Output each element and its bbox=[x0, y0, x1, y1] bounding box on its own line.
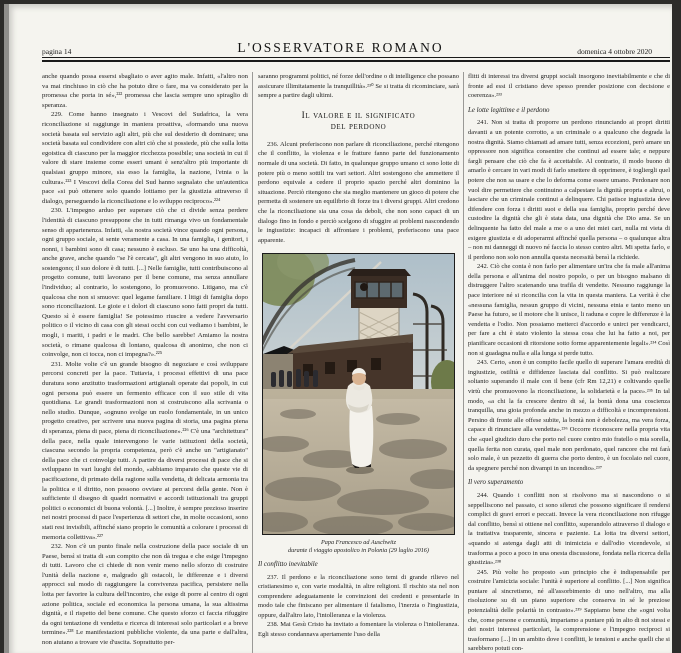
newspaper-page bbox=[9, 4, 672, 653]
subheading-lotte-legittime: Le lotte legittime e il perdono bbox=[468, 106, 550, 114]
subheading-vero-superamento: Il vero superamento bbox=[468, 479, 524, 487]
scan-edge-left bbox=[0, 0, 4, 653]
paragraph-230: 230. L'impegno arduo per superare ciò che ci divide senza perdere l'identità di ciascuno presuppone che in tutti rimanga vivo un fondamentale senso di appartenenza. Infatti, «la nostra società vince quando ogni persona, ogni gruppo sociale, si sente veramente a casa. In una famiglia, i genitori, i nonni, i bambini sono di casa; nessuno è escluso. Se uno ha una difficoltà, anche grave, anche quando "se l'è cercata", gli altri vengono in suo aiuto, lo sostengono; il suo dolore è di tutti. [...] Nelle famiglie, tutti contribuiscono al progetto comune, tutti lavorano per il bene comune, ma senza annullare l'individuo; al contrario, lo sostengono, lo promuovono. Litigano, ma c'è qualcosa che non si smuove: quel legame familiare. I litigi di famiglia dopo sono riconciliazioni. Le gioie e i dolori di ciascuno sono fatti propri da tutti. Questo sì è essere famiglia! Se potessimo riuscire a vedere l'avversario politico o il vicino di casa con gli stessi occhi con cui vediamo i bambini, le mogli, i mariti, i padri e le madri. Che bello sarebbe! Amiamo la nostra società, o rimane qualcosa di lontano, qualcosa di anonimo, che non ci coinvolge, non ci tocca, non ci impegna?».²²⁵ bbox=[42, 207, 248, 359]
column-middle bbox=[258, 72, 459, 653]
photo-illustration bbox=[263, 254, 454, 534]
paragraph-235-continued: saranno programmi politici, né forze dell'ordine o di intelligence che possano assicurare illimitatamente la tranquillità».²³⁰ Se si tratta di ricominciare, sarà sempre a partire dagli ultimi. bbox=[258, 73, 459, 100]
paragraph-231: 231. Molte volte c'è un grande bisogno di negoziare e così sviluppare percorsi concreti per la pace. Tuttavia, i processi effettivi di una pace duratura sono anzitutto trasformazioni artigianali operate dai popoli, in cui ogni persona può essere un fermento efficace con il suo stile di vita quotidiana. Le grandi trasformazioni non si costruiscono alla scrivania o nello studio. Dunque, «ognuno svolge un ruolo fondamentale, in un unico progetto creativo, per scrivere una nuova pagina di storia, una pagina piena di speranza, piena di pace, piena di riconciliazione».²²⁶ C'è una "architettura" della pace, nella quale intervengono le varie istituzioni della società, ciascuna secondo la propria competenza, però c'è anche un "artigianato" della pace che ci coinvolge tutti. A partire da diversi processi di pace che si sviluppano in vari luoghi del mondo, «abbiamo imparato che queste vie di pacificazione, di primato della ragione sulla vendetta, di delicata armonia tra la politica e il diritto, non possono ovviare ai percorsi della gente. Non è sufficiente il disegno di quadri normativi e accordi istituzionali tra gruppi politici o economici di buona volontà. [...] Inoltre, è sempre prezioso inserire nei nostri processi di pace l'esperienza di settori che, in molte occasioni, sono stati resi invisibili, affinché siano proprio le comunità a colorare i processi di memoria collettiva».²²⁷ bbox=[42, 360, 248, 541]
column-left bbox=[42, 72, 248, 653]
header-rule-thin bbox=[42, 57, 670, 58]
paragraph-238: 238. Mai Gesù Cristo ha invitato a fomentare la violenza o l'intolleranza. Egli stesso condannava apertamente l'uso della bbox=[258, 621, 459, 639]
section-heading: Il valore e il significato del perdono bbox=[301, 110, 416, 132]
edition-date: domenica 4 ottobre 2020 bbox=[577, 47, 652, 56]
page-number: pagina 14 bbox=[42, 47, 72, 56]
paragraph-242: 242. Ciò che conta è non farlo per alimentare un'ira che fa male all'anima della persona e all'anima del nostro popolo, o per un bisogno malsano di distruggere l'altro scatenando una trafila di vendette. Nessuno raggiunge la pace interiore né si riconcilia con la vita in questa maniera. La verità è che «nessuna famiglia, nessun gruppo di vicini, nessuna etnia e tanto meno un Paese ha futuro, se il motore che li unisce, li raduna e copre le differenze è la vendetta e l'odio. Non possiamo metterci d'accordo e unirci per vendicarci, per fare a chi è stato violento la stessa cosa che lui ha fatto a noi, per pianificare occasioni di ritorsione sotto forme apparentemente legali».²³⁴ Così non si guadagna nulla e alla lunga si perde tutto. bbox=[468, 263, 670, 357]
paragraph-241: 241. Non si tratta di proporre un perdono rinunciando ai propri diritti davanti a un potente corrotto, a un criminale o a qualcuno che degrada la nostra dignità. Siamo chiamati ad amare tutti, senza eccezioni, però amare un oppressore non significa consentire che continui ad essere tale; e neppure fargli pensare che ciò che fa è accettabile. Al contrario, il modo buono di amarlo è cercare in vari modi di farlo smettere di opprimere, è togliergli quel potere che non sa usare e che lo deforma come essere umano. Perdonare non vuol dire permettere che continuino a calpestare la dignità propria e altrui, o lasciare che un criminale continui a delinquere. Chi patisce ingiustizia deve difendere con forza i diritti suoi e della sua famiglia, proprio perché deve custodire la dignità che gli è stata data, una dignità che Dio ama. Se un delinquente ha fatto del male a me o a uno dei miei cari, nulla mi vieta di esigere giustizia e di adoperarmi affinché quella persona – o qualunque altra – non mi danneggi di nuovo né faccia lo stesso contro altri. Mi spetta farlo, e il perdono non solo non annulla questa necessità bensì la richiede. bbox=[468, 119, 670, 261]
paragraph-244: 244. Quando i conflitti non si risolvono ma si nascondono o si seppelliscono nel passato, ci sono silenzi che possono significare il rendersi complici di gravi errori e peccati. Invece la vera riconciliazione non rifugge dal conflitto, bensì si ottiene nel conflitto, superandolo attraverso il dialogo e la trattativa trasparente, sincera e paziente. La lotta tra diversi settori, «quando si astenga dagli atti di inimicizia e dall'odio vicendevole, si trasforma a poco a poco in una onesta discussione, fondata nella ricerca della giustizia».²³⁸ bbox=[468, 491, 670, 567]
photo-caption: Papa Francesco ad Auschwitz durante il viaggio apostolico in Polonia (29 luglio 2016) bbox=[288, 539, 429, 555]
scan-edge-right bbox=[672, 0, 681, 653]
paragraph-228-continued: anche quando possa essersi sbagliato o aver agito male. Infatti, «l'altro non va mai rinchiuso in ciò che ha potuto dire o fare, ma va considerato per la promessa che porta in sé»,²²² promessa che lascia sempre uno spiraglio di speranza. bbox=[42, 73, 248, 109]
paragraph-229: 229. Come hanno insegnato i Vescovi del Sudafrica, la vera riconciliazione si raggiunge in maniera proattiva, «formando una nuova società basata sul servizio agli altri, più che sul desiderio di dominare; una società basata sul condividere con altri ciò che si possiede, più che sulla lotta egoistica di ciascuno per la maggior ricchezza possibile; una società in cui il valore di stare insieme come esseri umani è senz'altro più importante di qualsiasi gruppo minore, sia esso la famiglia, la nazione, l'etnia o la cultura».²²³ I Vescovi della Corea del Sud hanno segnalato che un'autentica pace «si può ottenere solo quando lottiamo per la giustizia attraverso il dialogo, perseguendo la riconciliazione e lo sviluppo reciproco».²²⁴ bbox=[42, 111, 248, 205]
scan-edge-top bbox=[0, 0, 681, 4]
masthead-title: L'OSSERVATORE ROMANO bbox=[237, 40, 444, 55]
header-rule-thick bbox=[42, 60, 670, 62]
column-divider-1 bbox=[252, 72, 253, 653]
photo-pope-auschwitz bbox=[262, 253, 455, 555]
paragraph-245: 245. Più volte ho proposto «un principio che è indispensabile per costruire l'amicizia sociale: l'unità è superiore al conflitto. [...] Non significa puntare al sincretismo, né all'assorbimento di uno nell'altro, ma alla risoluzione su di un piano superiore che conserva in sé le preziose potenzialità delle polarità in contrasto».²³⁹ Sappiamo bene che «ogni volta che, come persone e comunità, impariamo a puntare più in alto di noi stessi e dei nostri interessi particolari, la comprensione e l'impegno reciproci si trasformano [...] in un ambito dove i conflitti, le tensioni e anche quelli che si sarebbero potuti con- bbox=[468, 568, 670, 653]
column-divider-2 bbox=[463, 72, 464, 653]
paragraph-236: 236. Alcuni preferiscono non parlare di riconciliazione, perché ritengono che il conflitto, la violenza e le fratture fanno parte del funzionamento normale di una società. Di fatto, in qualunque gruppo umano ci sono lotte di potere più o meno sottili tra vari settori. Altri sostengono che ammettere il perdono equivale a cedere il proprio spazio perché altri dominino la situazione. Perciò ritengono che sia meglio mantenere un gioco di potere che permetta di sostenere un equilibrio di forze tra i diversi gruppi. Altri credono che la riconciliazione sia una cosa da deboli, che non sono capaci di un dialogo fino in fondo e perciò scelgono di sfuggire ai problemi nascondendo le ingiustizie: incapaci di affrontare i problemi, preferiscono una pace apparente. bbox=[258, 140, 459, 244]
column-right bbox=[468, 72, 670, 653]
paragraph-240-continued: flitti di interessi tra diversi gruppi sociali insorgono inevitabilmente e che di fronte ad essi il cristiano deve spesso prender posizione con decisione e coerenza».²³³ bbox=[468, 73, 670, 100]
paragraph-232: 232. Non c'è un punto finale nella costruzione della pace sociale di un Paese, bensì si tratta di «un compito che non dà tregua e che esige l'impegno di tutti. Lavoro che ci chiede di non venir meno nello sforzo di costruire l'unità della nazione e, malgrado gli ostacoli, le differenze e i diversi approcci sul modo di raggiungere la convivenza pacifica, persistere nella lotta per favorire la cultura dell'incontro, che esige di porre al centro di ogni azione politica, sociale ed economica la persona umana, la sua altissima dignità, e il rispetto del bene comune. Che questo sforzo ci faccia rifuggire da ogni tentazione di vendetta e ricerca di interessi solo particolari e a breve termine».²²⁸ Le manifestazioni pubbliche violente, da una parte e dall'altra, non aiutano a trovare vie d'uscita. Soprattutto per- bbox=[42, 543, 248, 647]
subheading-conflitto-inevitabile: Il conflitto inevitabile bbox=[258, 560, 318, 568]
photo-frame bbox=[262, 253, 455, 535]
paragraph-237: 237. Il perdono e la riconciliazione sono temi di grande rilievo nel cristianesimo e, con varie modalità, in altre religioni. Il rischio sta nel non comprendere adeguatamente le convinzioni dei credenti e presentarle in modo tale che finiscano per alimentare il fatalismo, l'inerzia o l'ingiustizia, oppure, dall'altro lato, l'intolleranza e la violenza. bbox=[258, 573, 459, 619]
paragraph-243: 243. Certo, «non è un compito facile quello di superare l'amara eredità di ingiustizie, ostilità e diffidenze lasciata dal conflitto. Si può realizzare soltanto superando il male con il bene (cfr Rm 12,21) e coltivando quelle virtù che promuovono la riconciliazione, la solidarietà e la pace».²³⁵ In tal modo, «a chi la fa crescere dentro di sé, la bontà dona una coscienza tranquilla, una gioia profonda anche in mezzo a difficoltà e incomprensioni. Persino di fronte alle offese subite, la bontà non è debolezza, ma vera forza, capace di rinunciare alla vendetta».²³⁶ Occorre riconoscere nella propria vita che «quel giudizio duro che porto nel cuore contro mio fratello o mia sorella, quella ferita non curata, quel male non perdonato, quel rancore che mi farà solo male, è un pezzetto di guerra che porto dentro, è un focolaio nel cuore, da spegnere perché non divampi in un incendio».²³⁷ bbox=[468, 359, 670, 472]
